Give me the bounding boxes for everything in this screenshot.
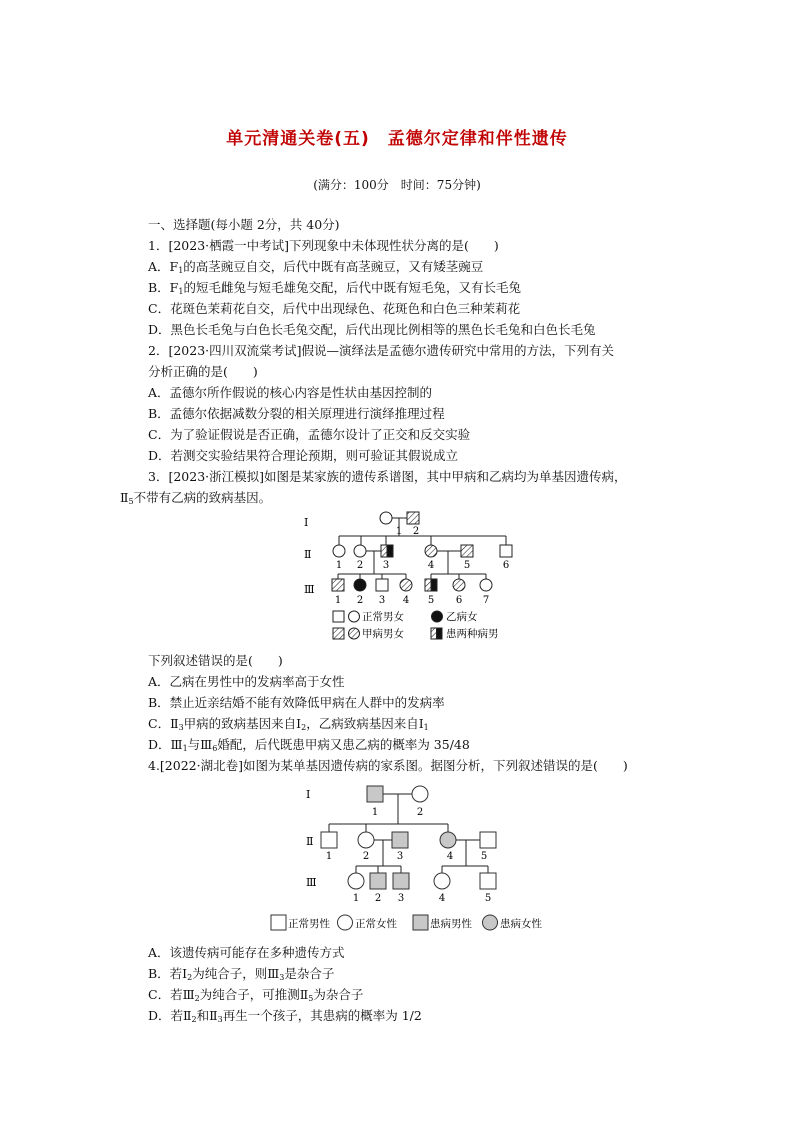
- q2-stem-line1: 2．[2023·四川双流棠考试]假说—演绎法是孟德尔遗传研究中常用的方法，下列有关: [148, 343, 614, 358]
- q3-legend-yi-female: 乙病女: [446, 611, 478, 623]
- q2-option-d: D．若测交实验结果符合理论预期，则可验证其假说成立: [148, 448, 459, 463]
- q3-III4-jia-female: [400, 579, 412, 591]
- q3-gen1-num: 1: [395, 526, 403, 537]
- q4-gen2-num: 1: [325, 851, 333, 862]
- q3-gen3-num: 6: [455, 595, 463, 606]
- q4-gen2-num: 2: [362, 851, 370, 862]
- q1-option-b: B．$F_1$的短毛雌兔与短毛雄兔交配，后代中既有短毛兔，又有长毛兔: [148, 280, 521, 296]
- q4-option-c: C．若$Ⅲ_2$为纯合子，可推测$Ⅱ_5$为杂合子: [148, 987, 364, 1003]
- q3-III2-yi-female: [354, 579, 366, 591]
- q1-option-a: A．$F_1$的高茎豌豆自交，后代中既有高茎豌豆，又有矮茎豌豆: [148, 259, 484, 275]
- q3-gen2-num: 3: [382, 560, 390, 571]
- q3-gen2-num: 2: [356, 560, 364, 571]
- gen-label-I: Ⅰ: [306, 788, 311, 801]
- q3-gen3-num: 2: [356, 595, 364, 606]
- q3-gen3-num: 3: [378, 595, 386, 606]
- q3-gen2-num: 1: [335, 560, 343, 571]
- q3-question: 下列叙述错误的是( ): [148, 653, 283, 668]
- q4-option-b: B．若$Ⅰ_2$为纯合子，则$Ⅲ_3$是杂合子: [148, 966, 335, 982]
- q4-III1-normal-female: [348, 873, 364, 889]
- q4-gen2-num: 5: [480, 851, 488, 862]
- q3-III3-normal-male: [376, 579, 388, 591]
- gen-label-I: Ⅰ: [304, 516, 309, 529]
- gen-label-III: Ⅲ: [304, 583, 315, 596]
- q4-III2-affected-male: [370, 873, 386, 889]
- q1-option-d: D．黑色长毛兔与白色长毛兔交配，后代出现比例相等的黑色长毛兔和白色长毛兔: [148, 322, 596, 337]
- q4-gen3-num: 3: [397, 893, 405, 904]
- q4-gen1-num: 1: [371, 807, 379, 818]
- q2-stem-line2: 分析正确的是( ): [148, 364, 258, 379]
- q3-option-b: B．禁止近亲结婚不能有效降低甲病在人群中的发病率: [148, 695, 445, 710]
- q3-III5-both-disease-male: [425, 579, 437, 591]
- q3-stem-line1: 3．[2023·浙江模拟]如图是某家族的遗传系谱图，其中甲病和乙病均为单基因遗传病，: [148, 469, 627, 484]
- q4-gen2-num: 3: [396, 851, 404, 862]
- q4-III3-affected-male: [393, 873, 409, 889]
- q3-legend-jia: 甲病男女: [362, 628, 404, 640]
- q3-gen3-num: 5: [427, 595, 435, 606]
- q4-II1-normal-male: [321, 832, 337, 848]
- q4-option-a: A．该遗传病可能存在多种遗传方式: [148, 945, 345, 960]
- q3-legend-both-male: 患两种病男: [446, 628, 499, 640]
- q4-III4-normal-female: [434, 873, 450, 889]
- q3-III6-jia-female: [453, 579, 465, 591]
- q4-II3-affected-male: [392, 832, 408, 848]
- q3-option-c: C．$Ⅱ_3$甲病的致病基因来自$Ⅰ_2$，乙病致病基因来自$Ⅰ_1$: [148, 716, 429, 732]
- gen-label-II: Ⅱ: [304, 548, 312, 561]
- q3-I1-normal-female: [380, 512, 392, 524]
- q4-gen1-num: 2: [416, 807, 424, 818]
- q4-gen3-num: 2: [374, 893, 382, 904]
- q3-gen2-num: 6: [502, 560, 510, 571]
- q3-option-d: D．$Ⅲ_1$与$Ⅲ_6$婚配，后代既患甲病又患乙病的概率为 35/48: [148, 737, 470, 753]
- q2-option-c: C．为了验证假说是否正确，孟德尔设计了正交和反交实验: [148, 427, 471, 442]
- page-title: 单元清通关卷(五) 孟德尔定律和伴性遗传: [226, 129, 568, 149]
- section-heading: 一、选择题(每小题 2分，共 40分): [148, 217, 340, 232]
- q4-option-d: D．若$Ⅱ_2$和$Ⅱ_3$再生一个孩子，其患病的概率为 1/2: [148, 1008, 422, 1024]
- q4-gen3-num: 4: [438, 893, 446, 904]
- q4-gen3-num: 5: [484, 893, 492, 904]
- q3-II2-normal-female: [354, 545, 366, 557]
- q3-III1-jia-male: [332, 579, 344, 591]
- q3-II1-normal-female: [333, 545, 345, 557]
- q3-II5-jia-male: [461, 545, 473, 557]
- q4-legend-normal-female: 正常女性: [355, 918, 397, 930]
- q3-II6-normal-male: [500, 545, 512, 557]
- q3-gen2-num: 5: [463, 560, 471, 571]
- exam-info: (满分：100分 时间：75分钟): [313, 178, 481, 192]
- q4-II2-normal-female: [358, 832, 374, 848]
- q3-gen1-num: 2: [412, 526, 420, 537]
- q4-legend: [268, 912, 558, 934]
- q1-stem: 1．[2023·栖霞一中考试]下列现象中未体现性状分离的是( ): [148, 238, 499, 253]
- q4-I2-normal-female: [412, 786, 428, 802]
- q4-gen3-num: 1: [352, 893, 360, 904]
- q3-pedigree-chart: [300, 508, 540, 646]
- q4-legend-normal-male: 正常男性: [288, 918, 330, 930]
- q3-II4-jia-female: [425, 545, 437, 557]
- q4-legend-affected-female: 患病女性: [500, 918, 542, 930]
- q2-option-a: A．孟德尔所作假说的核心内容是性状由基因控制的: [148, 385, 433, 400]
- q3-gen3-num: 1: [334, 595, 342, 606]
- q3-III7-normal-female: [480, 579, 492, 591]
- q3-gen3-num: 7: [482, 595, 490, 606]
- q2-option-b: B．孟德尔依据减数分裂的相关原理进行演绎推理过程: [148, 406, 445, 421]
- q3-I2-jia-male: [407, 512, 419, 524]
- q4-stem: 4.[2022·湖北卷]如图为某单基因遗传病的家系图。据图分析，下列叙述错误的是( ): [148, 758, 628, 773]
- q3-II3-both-disease-male: [381, 545, 393, 557]
- q3-gen2-num: 4: [427, 560, 435, 571]
- q4-II4-affected-female: [440, 832, 456, 848]
- q4-legend-affected-male: 患病男性: [430, 918, 472, 930]
- gen-label-II: Ⅱ: [306, 835, 314, 848]
- q3-legend-normal: 正常男女: [362, 611, 404, 623]
- q4-I1-affected-male: [367, 786, 383, 802]
- q1-option-c: C．花斑色茉莉花自交，后代中出现绿色、花斑色和白色三种茉莉花: [148, 301, 521, 316]
- q3-stem-line2: $Ⅱ_5$不带有乙病的致病基因。: [120, 490, 272, 506]
- q4-II5-normal-male: [480, 832, 496, 848]
- q4-III5-normal-male: [480, 873, 496, 889]
- q3-option-a: A．乙病在男性中的发病率高于女性: [148, 674, 345, 689]
- gen-label-III: Ⅲ: [306, 876, 317, 889]
- q3-gen3-num: 4: [402, 595, 410, 606]
- q4-gen2-num: 4: [446, 851, 454, 862]
